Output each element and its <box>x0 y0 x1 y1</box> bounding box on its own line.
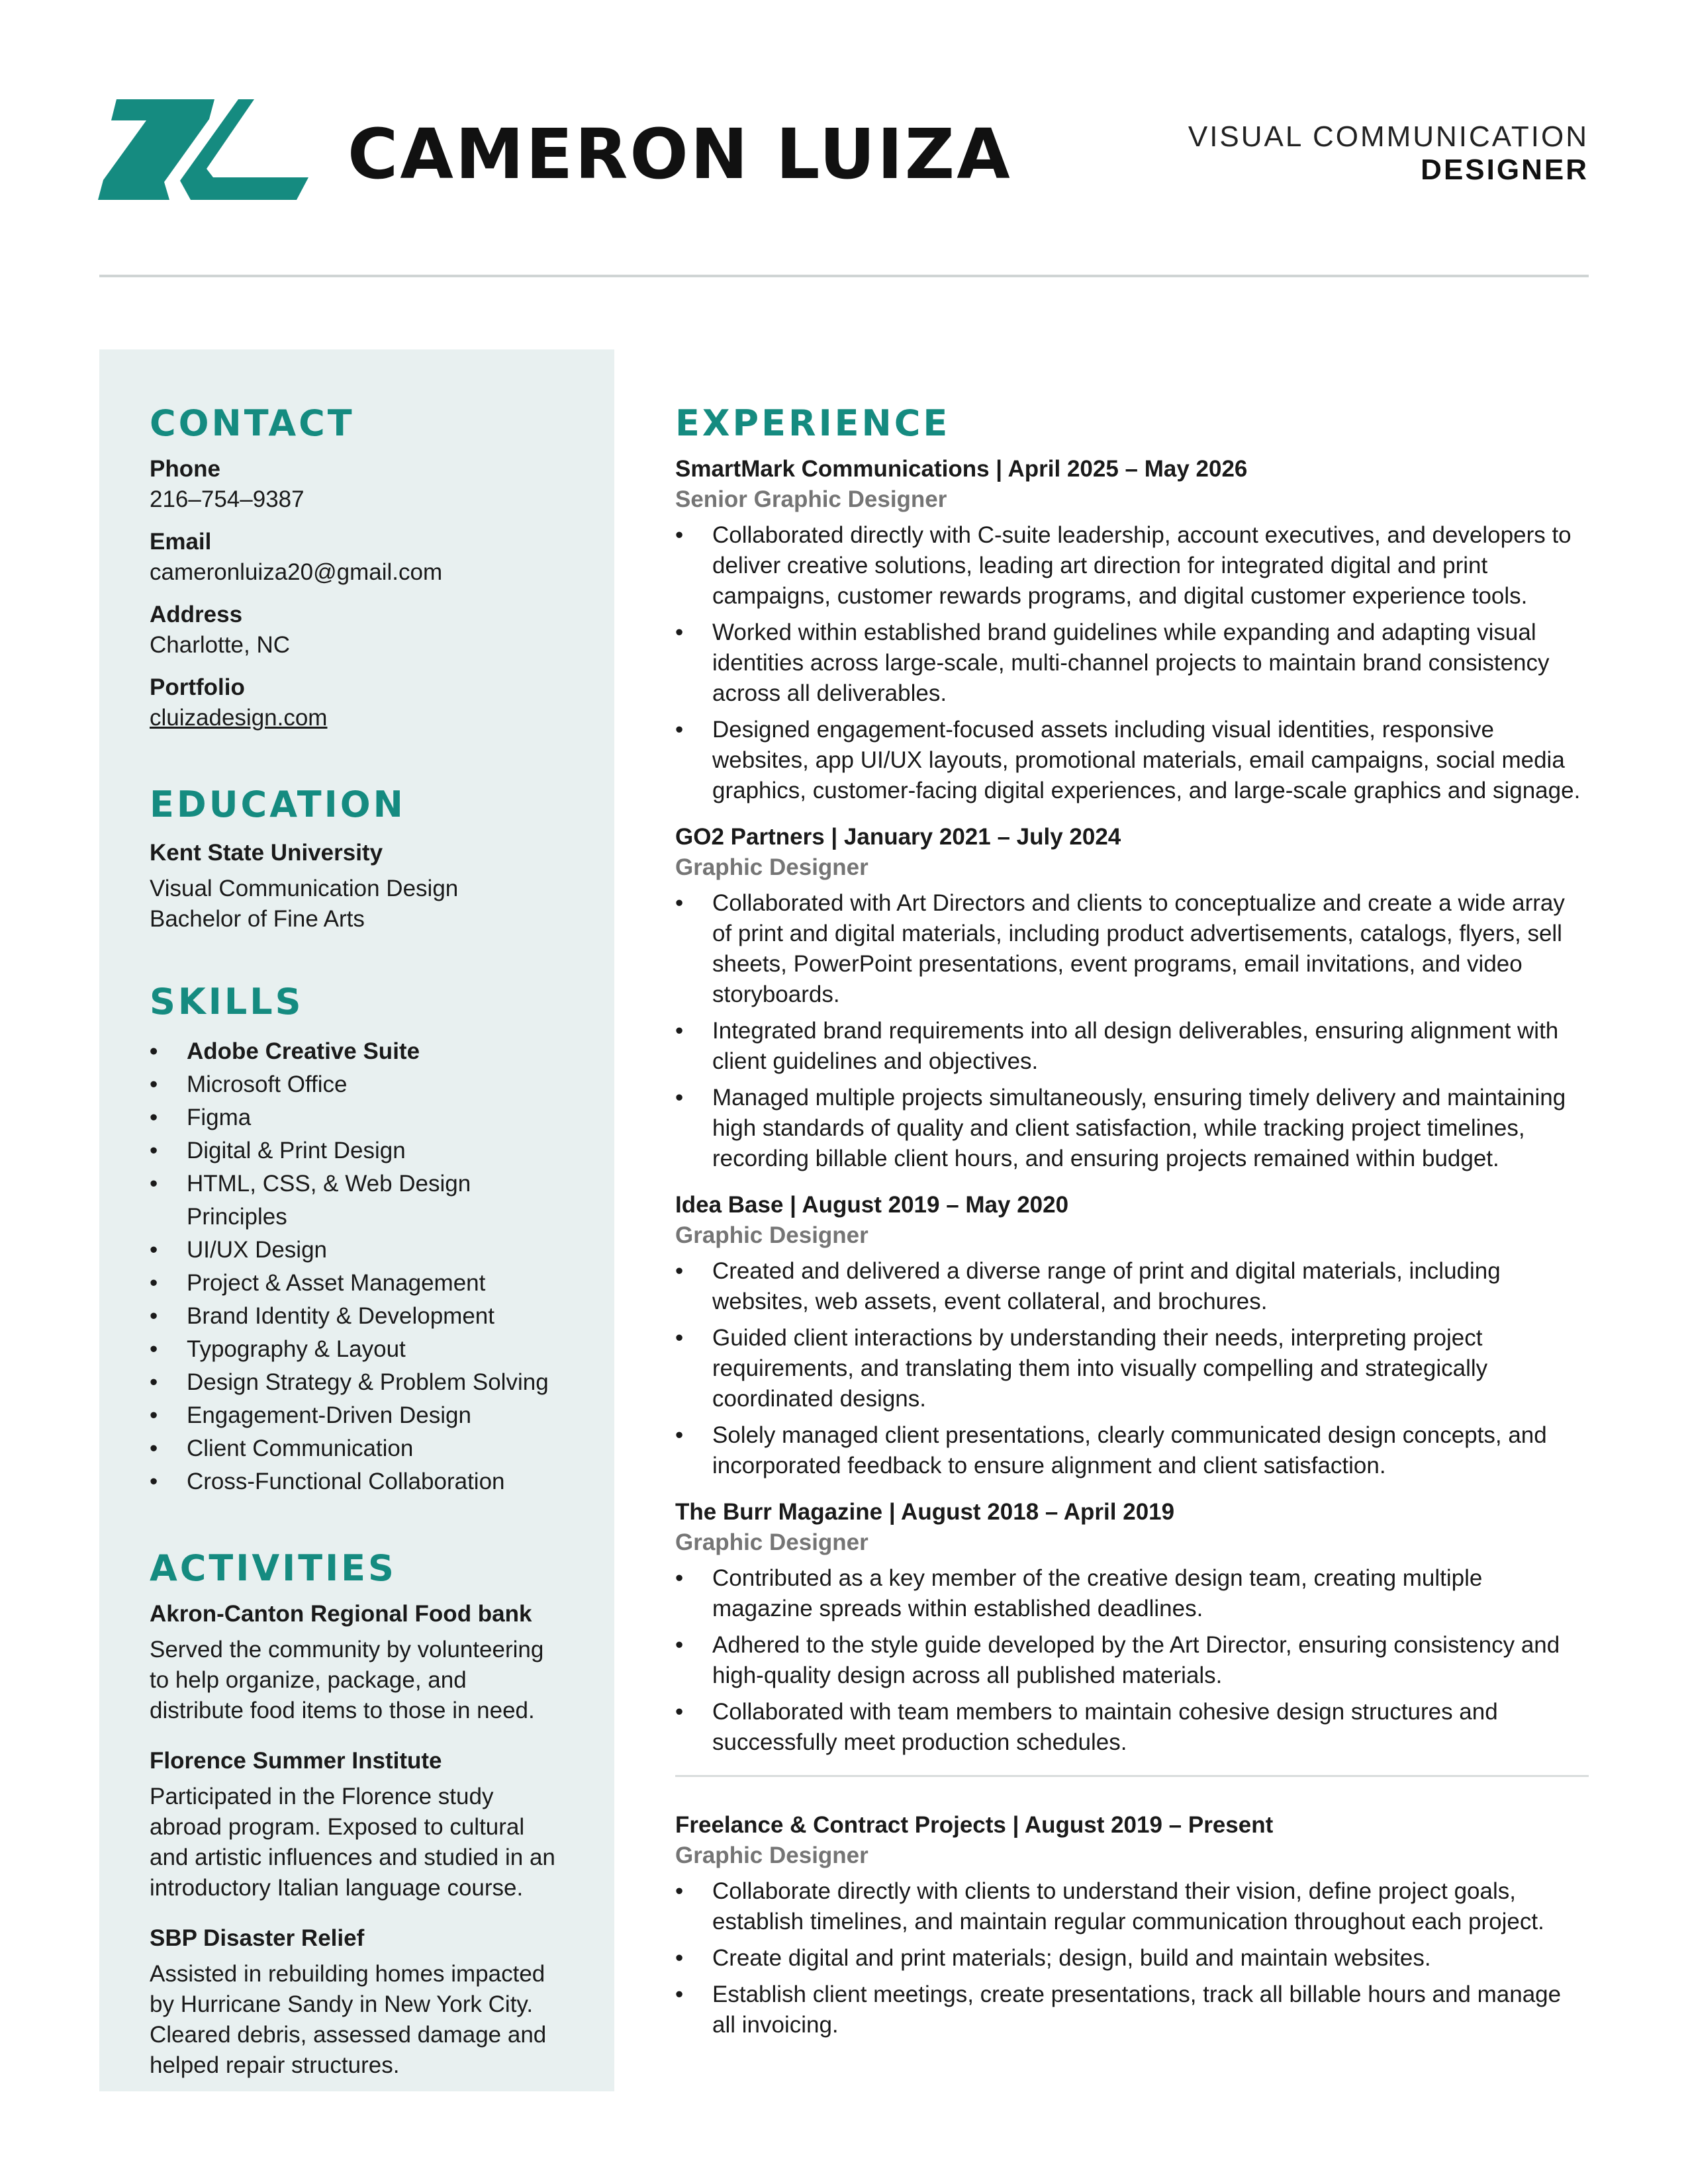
bullet-icon: • <box>150 1071 158 1097</box>
job-bullet-text: Establish client meetings, create presentations, track all billable hours and manage all invoicing. <box>712 1981 1562 2038</box>
bullet-icon: • <box>150 1171 158 1197</box>
activity-description: Participated in the Florence study abroad program. Exposed to cultural and artistic influences and studied in an introductory Italian language course. <box>150 1784 555 1901</box>
job-bullet <box>675 1256 1589 1317</box>
cl-monogram-logo <box>98 99 315 205</box>
skill-item <box>150 1267 564 1300</box>
job-bullet-text: Collaborated with Art Directors and clients to conceptualize and create a wide array of print and digital materials, including product advertisements, catalogs, flyers, sell sheets, PowerPoint presentations, event programs, email invitations, and video storyboards. <box>712 890 1565 1007</box>
job-bullet-text: Collaborated with team members to maintain cohesive design structures and successfully meet production schedules. <box>712 1699 1498 1755</box>
activities-list <box>150 1599 564 2081</box>
job-bullet-text: Adhered to the style guide developed by the Art Director, ensuring consistency and high-quality design across all published materials. <box>712 1632 1560 1688</box>
bullet-icon: • <box>675 1085 684 1111</box>
job-header: GO2 Partners | January 2021 – July 2024 <box>675 824 1121 850</box>
contact-section <box>150 402 564 733</box>
activity-description: Assisted in rebuilding homes impacted by Hurricane Sandy in New York City. Cleared debris, assessed damage and helped repair structures. <box>150 1961 547 2078</box>
contact-heading: CONTACT <box>150 402 355 444</box>
skill-item <box>150 1465 564 1498</box>
activity-item <box>150 1746 564 1903</box>
skill-label: UI/UX Design <box>187 1237 328 1263</box>
job-bullet-text: Integrated brand requirements into all design deliverables, ensuring alignment with client guidelines and objectives. <box>712 1018 1559 1074</box>
bullet-icon: • <box>150 1237 158 1263</box>
job-bullet <box>675 520 1589 612</box>
program-name: Visual Communication Design <box>150 876 459 901</box>
bullet-icon: • <box>675 1981 684 2007</box>
role-title-line2: DESIGNER <box>1421 154 1589 186</box>
bullet-icon: • <box>150 1138 158 1163</box>
skills-list <box>150 1035 564 1498</box>
bullet-icon: • <box>675 1325 684 1351</box>
skill-item <box>150 1068 564 1101</box>
job-bullet-text: Guided client interactions by understanding their needs, interpreting project requirements, and translating them into visually compelling and strategically coordinated designs. <box>712 1325 1488 1412</box>
activity-item <box>150 1923 564 2081</box>
skill-label: Digital & Print Design <box>187 1138 406 1163</box>
skill-label: Figma <box>187 1105 252 1130</box>
job-bullets <box>675 1563 1589 1758</box>
bullet-icon: • <box>675 1422 684 1448</box>
job-bullet-text: Contributed as a key member of the creative design team, creating multiple magazine spreads within established deadlines. <box>712 1565 1483 1621</box>
bullet-icon: • <box>150 1369 158 1395</box>
role-title <box>1188 120 1589 187</box>
activity-title: Akron-Canton Regional Food bank <box>150 1601 532 1627</box>
job-bullet-text: Solely managed client presentations, clearly communicated design concepts, and incorporated feedback to ensure alignment and client satisfaction. <box>712 1422 1547 1479</box>
skill-item <box>150 1366 564 1399</box>
activity-title: SBP Disaster Relief <box>150 1925 365 1951</box>
education-section <box>150 784 564 934</box>
job-bullets <box>675 1256 1589 1481</box>
bullet-icon: • <box>675 1632 684 1658</box>
bullet-icon: • <box>150 1303 158 1329</box>
skills-section <box>150 981 564 1498</box>
job-bullet <box>675 1876 1589 1937</box>
bullet-icon: • <box>675 1945 684 1971</box>
job-entry <box>675 1810 1589 2040</box>
address-value: Charlotte, NC <box>150 632 291 658</box>
job-bullets <box>675 888 1589 1174</box>
experience-heading: EXPERIENCE <box>675 402 951 444</box>
bullet-icon: • <box>675 1565 684 1591</box>
bullet-icon: • <box>150 1038 158 1064</box>
skill-label: Brand Identity & Development <box>187 1303 494 1329</box>
education-heading: EDUCATION <box>150 784 406 825</box>
job-bullets <box>675 1876 1589 2040</box>
job-title: Senior Graphic Designer <box>675 486 947 512</box>
skill-item <box>150 1101 564 1134</box>
bullet-icon: • <box>150 1270 158 1296</box>
main-column <box>675 402 1589 2046</box>
job-header: The Burr Magazine | August 2018 – April 2019 <box>675 1499 1175 1525</box>
degree-name: Bachelor of Fine Arts <box>150 906 365 932</box>
activity-title: Florence Summer Institute <box>150 1748 442 1774</box>
job-bullet <box>675 617 1589 709</box>
skill-item <box>150 1399 564 1432</box>
freelance-section <box>675 1810 1589 2040</box>
bullet-icon: • <box>675 1258 684 1284</box>
email-value: cameronluiza20@gmail.com <box>150 559 443 585</box>
job-bullet-text: Collaborate directly with clients to understand their vision, define project goals, establish timelines, and maintain regular communication throughout each project. <box>712 1878 1544 1934</box>
job-bullet <box>675 888 1589 1010</box>
job-bullet <box>675 1943 1589 1974</box>
skill-label: Typography & Layout <box>187 1336 406 1362</box>
skill-label: Client Communication <box>187 1435 414 1461</box>
candidate-name: CAMERON LUIZA <box>348 114 1012 195</box>
phone-value: 216–754–9387 <box>150 486 305 512</box>
activity-description: Served the community by volunteering to help organize, package, and distribute food items to those in need. <box>150 1637 544 1723</box>
bullet-icon: • <box>150 1402 158 1428</box>
skill-item <box>150 1035 564 1068</box>
job-bullet <box>675 1420 1589 1481</box>
activities-section <box>150 1547 564 2081</box>
job-entry <box>675 454 1589 806</box>
skill-label: Microsoft Office <box>187 1071 348 1097</box>
role-title-line1: VISUAL COMMUNICATION <box>1188 120 1589 153</box>
header-divider <box>99 275 1589 277</box>
job-title: Graphic Designer <box>675 854 868 880</box>
job-bullet <box>675 1630 1589 1691</box>
job-bullets <box>675 520 1589 806</box>
job-bullet <box>675 1697 1589 1758</box>
job-bullet <box>675 1323 1589 1414</box>
job-bullet <box>675 1563 1589 1624</box>
bullet-icon: • <box>675 522 684 548</box>
bullet-icon: • <box>150 1336 158 1362</box>
portfolio-link[interactable]: cluizadesign.com <box>150 705 328 731</box>
activity-item <box>150 1599 564 1726</box>
skill-label: Engagement-Driven Design <box>187 1402 471 1428</box>
portfolio-label: Portfolio <box>150 674 245 700</box>
bullet-icon: • <box>150 1105 158 1130</box>
activities-heading: ACTIVITIES <box>150 1547 397 1589</box>
email-label: Email <box>150 529 212 555</box>
job-entry <box>675 1190 1589 1481</box>
job-bullet-text: Created and delivered a diverse range of print and digital materials, including websites, web assets, event collateral, and brochures. <box>712 1258 1501 1314</box>
job-header: SmartMark Communications | April 2025 – May 2026 <box>675 456 1248 482</box>
job-bullet-text: Designed engagement-focused assets including visual identities, responsive websites, app UI/UX layouts, promotional materials, email campaigns, social media graphics, customer-facing digital experiences, and large-scale graphics and signage. <box>712 717 1581 803</box>
bullet-icon: • <box>675 890 684 916</box>
bullet-icon: • <box>675 717 684 743</box>
school-name: Kent State University <box>150 840 383 866</box>
job-title: Graphic Designer <box>675 1529 868 1555</box>
skill-label: HTML, CSS, & Web Design Principles <box>187 1171 471 1230</box>
job-entry <box>675 1497 1589 1758</box>
job-entry <box>675 822 1589 1174</box>
job-bullet-text: Collaborated directly with C-suite leadership, account executives, and developers to deliver creative solutions, leading art direction for integrated digital and print campaigns, customer rewards programs, and digital customer experience tools. <box>712 522 1571 609</box>
job-title: Graphic Designer <box>675 1843 868 1868</box>
job-bullet-text: Create digital and print materials; design, build and maintain websites. <box>712 1945 1431 1971</box>
bullet-icon: • <box>150 1469 158 1494</box>
skill-item <box>150 1167 564 1234</box>
skills-heading: SKILLS <box>150 981 304 1023</box>
skill-item <box>150 1300 564 1333</box>
experience-divider <box>675 1775 1589 1777</box>
job-title: Graphic Designer <box>675 1222 868 1248</box>
job-bullet <box>675 1016 1589 1077</box>
bullet-icon: • <box>675 1699 684 1725</box>
job-bullet <box>675 1979 1589 2040</box>
job-bullet <box>675 715 1589 806</box>
job-header: Idea Base | August 2019 – May 2020 <box>675 1192 1069 1218</box>
address-label: Address <box>150 602 243 627</box>
skill-item <box>150 1333 564 1366</box>
job-bullet-text: Managed multiple projects simultaneously, ensuring timely delivery and maintaining high standards of quality and client satisfaction, while tracking project timelines, recording billable client hours, and ensuring projects remained within budget. <box>712 1085 1566 1171</box>
jobs-list <box>675 454 1589 1758</box>
bullet-icon: • <box>675 1878 684 1904</box>
skill-label: Adobe Creative Suite <box>187 1038 420 1064</box>
bullet-icon: • <box>150 1435 158 1461</box>
skill-item <box>150 1234 564 1267</box>
skill-item <box>150 1432 564 1465</box>
skill-item <box>150 1134 564 1167</box>
job-header: Freelance & Contract Projects | August 2019 – Present <box>675 1812 1274 1838</box>
skill-label: Design Strategy & Problem Solving <box>187 1369 549 1395</box>
sidebar <box>99 349 614 2091</box>
bullet-icon: • <box>675 1018 684 1044</box>
skill-label: Cross-Functional Collaboration <box>187 1469 505 1494</box>
job-bullet <box>675 1083 1589 1174</box>
skill-label: Project & Asset Management <box>187 1270 486 1296</box>
bullet-icon: • <box>675 619 684 645</box>
job-bullet-text: Worked within established brand guidelines while expanding and adapting visual identities across large-scale, multi-channel projects to maintain brand consistency across all deliverables. <box>712 619 1550 706</box>
phone-label: Phone <box>150 456 220 482</box>
